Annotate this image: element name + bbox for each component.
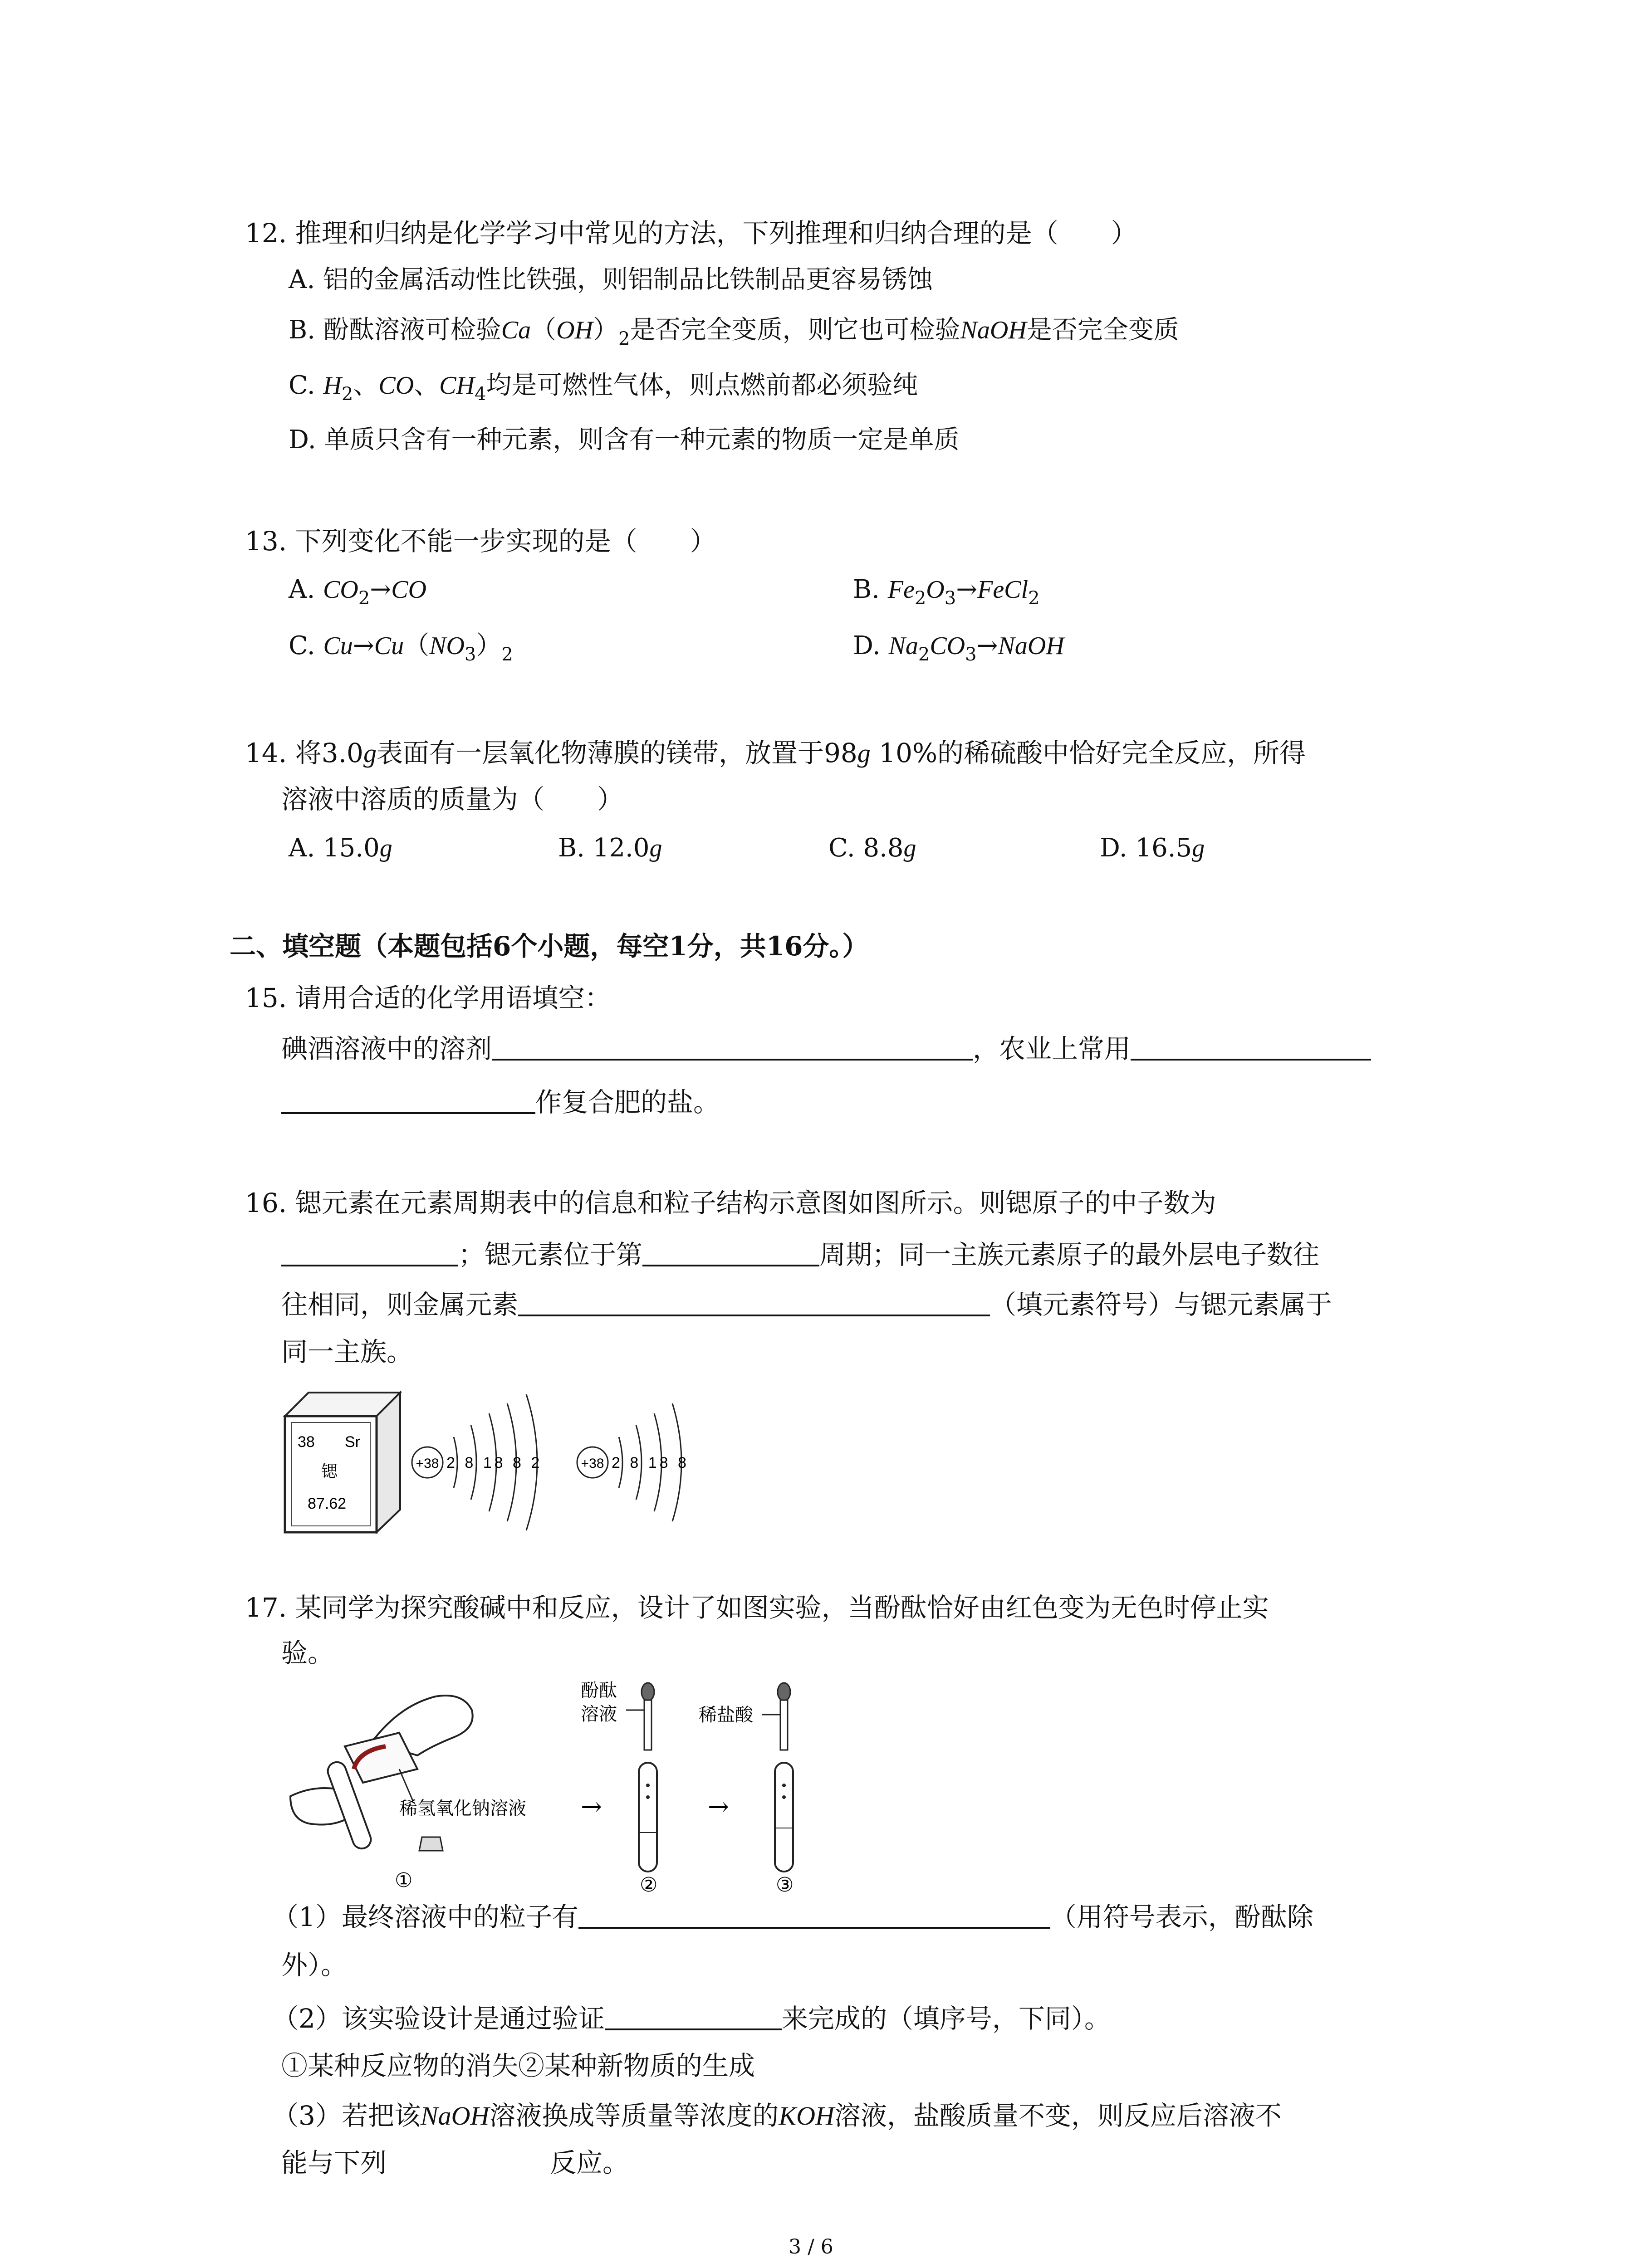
q12-option-d: D. 单质只含有一种元素，则含有一种元素的物质一定是单质	[289, 425, 960, 455]
q17-part3-line2: 能与下列 反应。	[281, 2147, 629, 2178]
q13-stem: 13. 下列变化不能一步实现的是（ ）	[245, 526, 716, 557]
q14-option-b: B. 12.0g	[558, 833, 662, 863]
atom-nucleus: +38	[416, 1456, 439, 1471]
q12-stem: 12. 推理和归纳是化学学习中常见的方法，下列推理和归纳合理的是（ ）	[245, 218, 1137, 249]
ion-nucleus: +38	[581, 1456, 604, 1471]
periodic-cell	[285, 1393, 400, 1532]
cell-name: 锶	[321, 1462, 338, 1481]
q16-line2: ；锶元素位于第 周期；同一主族元素原子的最外层电子数往	[281, 1237, 1319, 1273]
q17-part2-options: ①某种反应物的消失②某种新物质的生成	[281, 2050, 755, 2081]
q15-stem: 15. 请用合适的化学用语填空：	[245, 982, 611, 1013]
q17-blank-2[interactable]	[605, 2004, 782, 2030]
q17-blank-1[interactable]	[578, 1902, 1050, 1929]
fig-label-naoh: 稀氢氧化钠溶液	[399, 1798, 526, 1819]
q17-line1: 17. 某同学为探究酸碱中和反应，设计了如图实验，当酚酞恰好由红色变为无色时停止实	[245, 1592, 1269, 1623]
fig-label-phenol-1: 酚酞	[581, 1680, 617, 1701]
q15-line2: 作复合肥的盐。	[281, 1084, 720, 1120]
cell-atomic-mass: 87.62	[308, 1495, 347, 1512]
q16-line3: 往相同，则金属元素 （填元素符号）与锶元素属于	[281, 1289, 1332, 1320]
step-1-label: ①	[395, 1869, 413, 1892]
q12-option-c: C. $H_2$、CO、$CH_4$均是可燃性气体，则点燃前都必须验纯	[289, 371, 918, 405]
arrow-1: →	[581, 1792, 602, 1822]
q17-part1-line2: 外）。	[281, 1950, 348, 1980]
cell-atomic-number: 38	[298, 1433, 315, 1451]
q13-option-b: B. $Fe_2O_3\to FeCl_2$	[853, 575, 1040, 609]
atom-shell-electrons: 2 8 18 8 2	[446, 1454, 543, 1471]
q15-blank-2b[interactable]	[281, 1088, 535, 1114]
q15-blank-1[interactable]	[492, 1034, 973, 1061]
q13-option-d: D. $Na_2CO_3\to NaOH$	[853, 631, 1064, 665]
q17-part1-line1: （1）最终溶液中的粒子有 （用符号表示，酚酞除	[272, 1901, 1313, 1932]
q16-line4: 同一主族。	[281, 1336, 413, 1367]
sr-atom-diagram	[412, 1394, 542, 1530]
q17-figure	[281, 1678, 853, 1896]
q14-option-d: D. 16.5g	[1100, 833, 1205, 863]
q16-figure	[281, 1388, 699, 1538]
page-number: 3 / 6	[789, 2235, 833, 2258]
q16-blank-3[interactable]	[518, 1290, 990, 1316]
q15-blank-2a[interactable]	[1131, 1034, 1371, 1061]
arrow-2: →	[708, 1792, 729, 1822]
q14-stem-line1: 14. 将3.0g表面有一层氧化物薄膜的镁带，放置于98g 10%的稀硫酸中恰好完全反应，所得	[245, 738, 1306, 768]
q13-option-a: A. $CO_2\to CO$	[289, 575, 427, 609]
fig-label-phenol-2: 溶液	[581, 1704, 617, 1725]
step2-phenolphthalein	[581, 1680, 657, 1896]
step-3-label: ③	[776, 1873, 794, 1896]
ion-shell-electrons: 2 8 18 8	[612, 1454, 689, 1471]
q14-option-a: A. 15.0g	[289, 833, 392, 863]
step-2-label: ②	[640, 1873, 658, 1896]
q17-line2: 验。	[281, 1637, 334, 1668]
cell-symbol: Sr	[345, 1433, 360, 1451]
q16-line1: 16. 锶元素在元素周期表中的信息和粒子结构示意图如图所示。则锶原子的中子数为	[245, 1188, 1216, 1218]
q17-part3-line1: （3）若把该NaOH溶液换成等质量等浓度的KOH溶液，盐酸质量不变，则反应后溶液不	[272, 2100, 1282, 2131]
q12-option-a: A. 铝的金属活动性比铁强，则铝制品比铁制品更容易锈蚀	[289, 265, 933, 294]
q15-line1: 碘酒溶液中的溶剂 ，农业上常用	[281, 1031, 1371, 1067]
sr-ion-diagram	[577, 1403, 689, 1521]
q16-blank-2[interactable]	[642, 1240, 819, 1266]
q13-option-c: C. $Cu\to Cu(NO_3)_2$	[289, 631, 513, 665]
q14-stem-line2: 溶液中溶质的质量为（ ）	[281, 784, 624, 815]
step3-dilute-hcl	[699, 1683, 794, 1896]
section-2-heading: 二、填空题（本题包括6个小题，每空1分，共16分。）	[230, 931, 869, 962]
step1-pouring-illustration	[290, 1696, 526, 1892]
q16-blank-1[interactable]	[281, 1240, 458, 1266]
q17-part2: （2）该实验设计是通过验证 来完成的（填序号，下同）。	[272, 2003, 1111, 2034]
fig-label-hcl: 稀盐酸	[699, 1705, 753, 1725]
q14-option-c: C. 8.8g	[828, 833, 916, 863]
q12-option-b: B. 酚酞溶液可检验$Ca(OH)_2$是否完全变质，则它也可检验NaOH是否完全变质	[289, 315, 1179, 349]
